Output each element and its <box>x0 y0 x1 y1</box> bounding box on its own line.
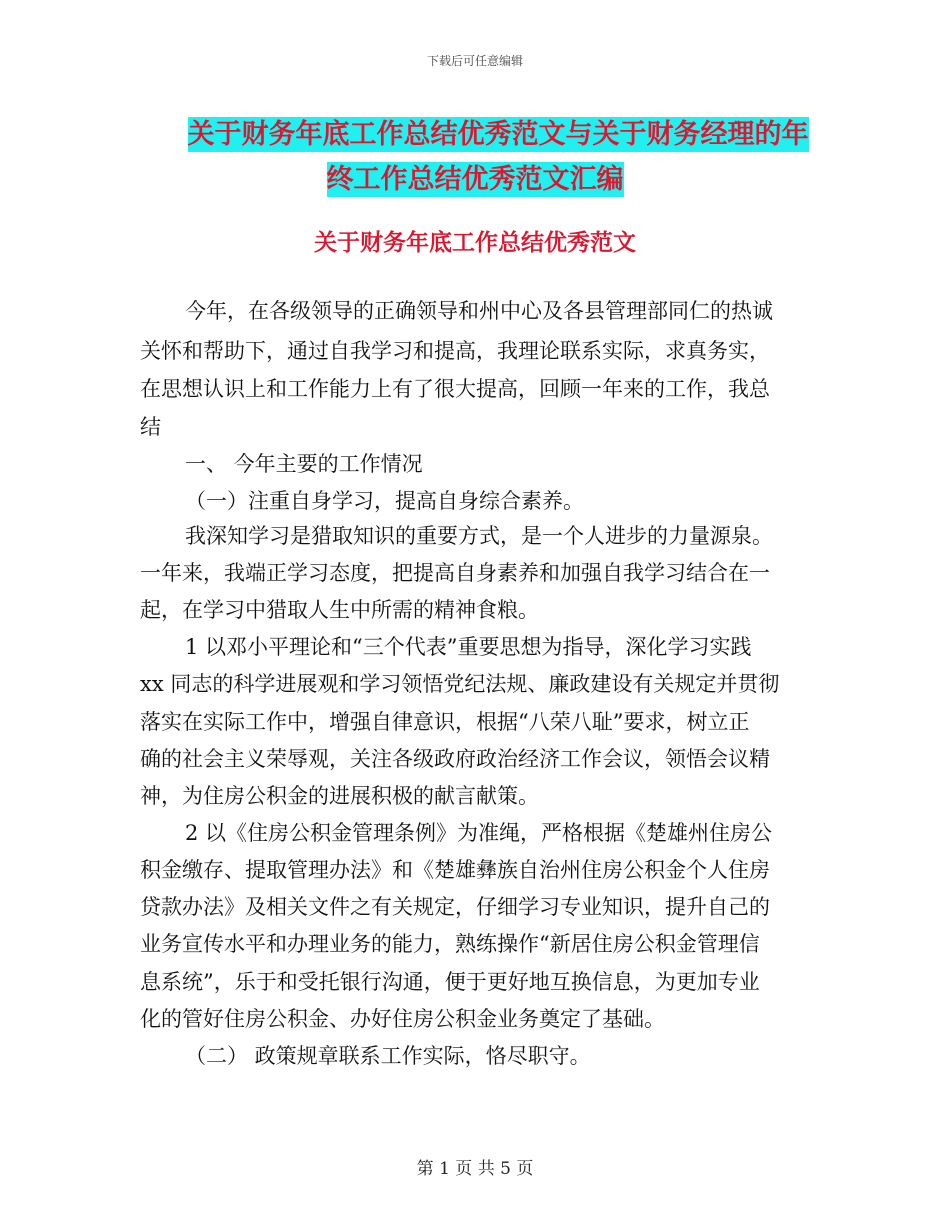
body-line: 化的管好住房公积金、办好住房公积金业务奠定了基础。 <box>140 1007 665 1031</box>
body-line: 在思想认识上和工作能力上有了很大提高，回顾一年来的工作，我总 <box>140 377 770 401</box>
title-line-2-text: 终工作总结优秀范文汇编 <box>326 164 624 195</box>
body-line: 息系统”，乐于和受托银行沟通，便于更好地互换信息，为更加专业 <box>140 970 760 994</box>
body-line: 结 <box>140 415 161 439</box>
body-line: 贷款办法》及相关文件之有关规定，仔细学习专业知识，提升自己的 <box>140 895 770 919</box>
body-line: 业务宣传水平和办理业务的能力，熟练操作“新居住房公积金管理信 <box>140 932 760 956</box>
body-line: （二） 政策规章联系工作实际，恪尽职守。 <box>185 1044 591 1068</box>
body-line: 1 以邓小平理论和“三个代表”重要思想为指导，深化学习实践 <box>185 635 752 659</box>
header-note: 下载后可任意编辑 <box>426 54 523 68</box>
body-line: 关怀和帮助下，通过自我学习和提高，我理论联系实际，求真务实， <box>140 339 770 363</box>
document-title-line-2 <box>0 157 950 196</box>
body-line: 起，在学习中猎取人生中所需的精神食粮。 <box>140 598 539 622</box>
body-line: 积金缴存、提取管理办法》和《楚雄彝族自治州住房公积金个人住房 <box>140 858 770 882</box>
body-line: 神，为住房公积金的进展积极的献言献策。 <box>140 784 539 808</box>
body-line: 确的社会主义荣辱观，关注各级政府政治经济工作会议，领悟会议精 <box>140 747 770 771</box>
body-line: （一）注重自身学习，提高自身综合素养。 <box>185 489 584 513</box>
section-subtitle: 关于财务年底工作总结优秀范文 <box>314 229 636 256</box>
body-line: 一、 今年主要的工作情况 <box>185 452 423 476</box>
body-line: 今年，在各级领导的正确领导和州中心及各县管理部同仁的热诚 <box>185 299 773 323</box>
document-title-line-1 <box>0 112 950 151</box>
body-line: xx 同志的科学进展观和学习领悟党纪法规、廉政建设有关规定并贯彻 <box>140 672 780 696</box>
body-line: 落实在实际工作中，增强自律意识，根据“八荣八耻”要求，树立正 <box>140 710 750 734</box>
title-line-1-text: 关于财务年底工作总结优秀范文与关于财务经理的年 <box>187 119 809 150</box>
body-line: 一年来，我端正学习态度，把提高自身素养和加强自我学习结合在一 <box>140 561 770 585</box>
body-line: 我深知学习是猎取知识的重要方式，是一个人进步的力量源泉。 <box>185 524 773 548</box>
body-line: 2 以《住房公积金管理条例》为准绳，严格根据《楚雄州住房公 <box>185 821 773 845</box>
page-number-footer: 第 1 页 共 5 页 <box>416 1159 534 1179</box>
